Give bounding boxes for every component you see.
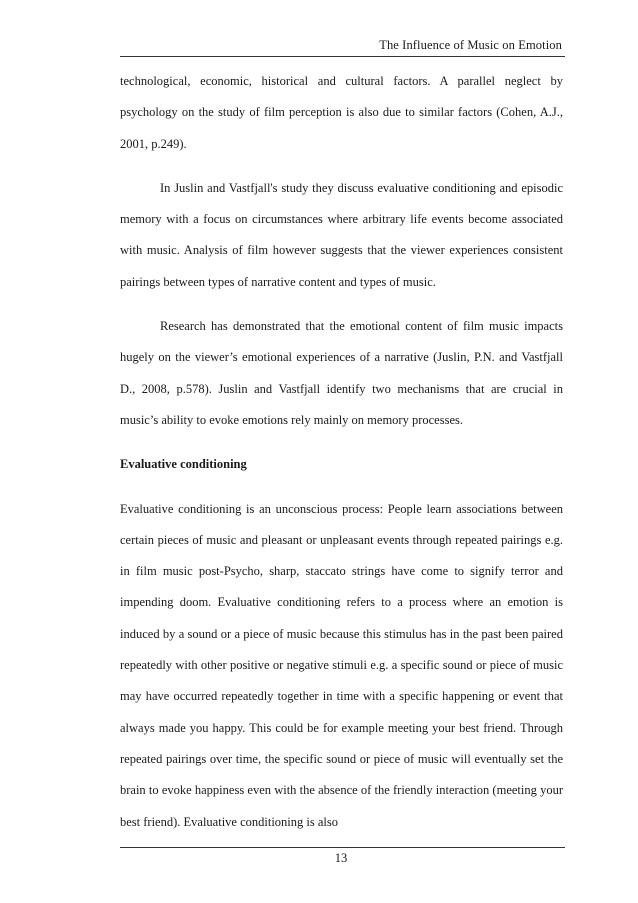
section-heading: Evaluative conditioning bbox=[120, 457, 247, 472]
paragraph-continued: technological, economic, historical and cultural factors. A parallel neglect by psychology on the study of film perception is also due to similar factors (Cohen, A.J., 2001, p.249). bbox=[120, 74, 563, 151]
paragraph-research-film-music: Research has demonstrated that the emotional content of film music impacts hugely on the viewer’s emotional experiences of a narrative (Juslin, P.N. and Vastfjall D., 2008, p.578). Juslin and Vastfjall identify two mechanisms that are crucial in music’s ability to evoke emotions rely mainly on memory processes. bbox=[120, 319, 563, 427]
footer-rule bbox=[120, 847, 565, 848]
paragraph-spacer bbox=[120, 436, 563, 449]
page-number-text: 13 bbox=[334, 851, 348, 865]
header-rule bbox=[120, 56, 565, 57]
paragraph-evaluative-conditioning: Evaluative conditioning is an unconscious process: People learn associations between certain pieces of music and pleasant or unpleasant events through repeated pairings e.g. in film music post-Psycho, sharp, staccato strings have come to signify terror and impending doom. Evaluative conditioning refers to a process where an emotion is induced by a sound or a piece of music because this stimulus has in the past been paired repeatedly with other positive or negative stimuli e.g. a specific sound or piece of music may have occurred repeatedly together in time with a specific happening or event that always made you happy. This could be for example meeting your best friend. Through repeated pairings over time, the specific sound or piece of music will eventually set the brain to evoke happiness even with the absence of the friendly interaction (meeting your best friend). Evaluative conditioning is also bbox=[120, 501, 563, 829]
running-header: The Influence of Music on Emotion bbox=[379, 38, 562, 52]
page-number bbox=[0, 851, 638, 866]
paragraph-spacer bbox=[120, 160, 563, 173]
paragraph-juslin-vastfjall-study: In Juslin and Vastfjall's study they discuss evaluative conditioning and episodic memory with a focus on circumstances where arbitrary life events become associated with music. Analysis of film however suggests that the viewer experiences consistent pairings between types of narrative content and types of music. bbox=[120, 180, 563, 289]
paragraph-spacer bbox=[120, 298, 563, 311]
body-text bbox=[120, 66, 563, 838]
paragraph-spacer bbox=[120, 481, 563, 494]
